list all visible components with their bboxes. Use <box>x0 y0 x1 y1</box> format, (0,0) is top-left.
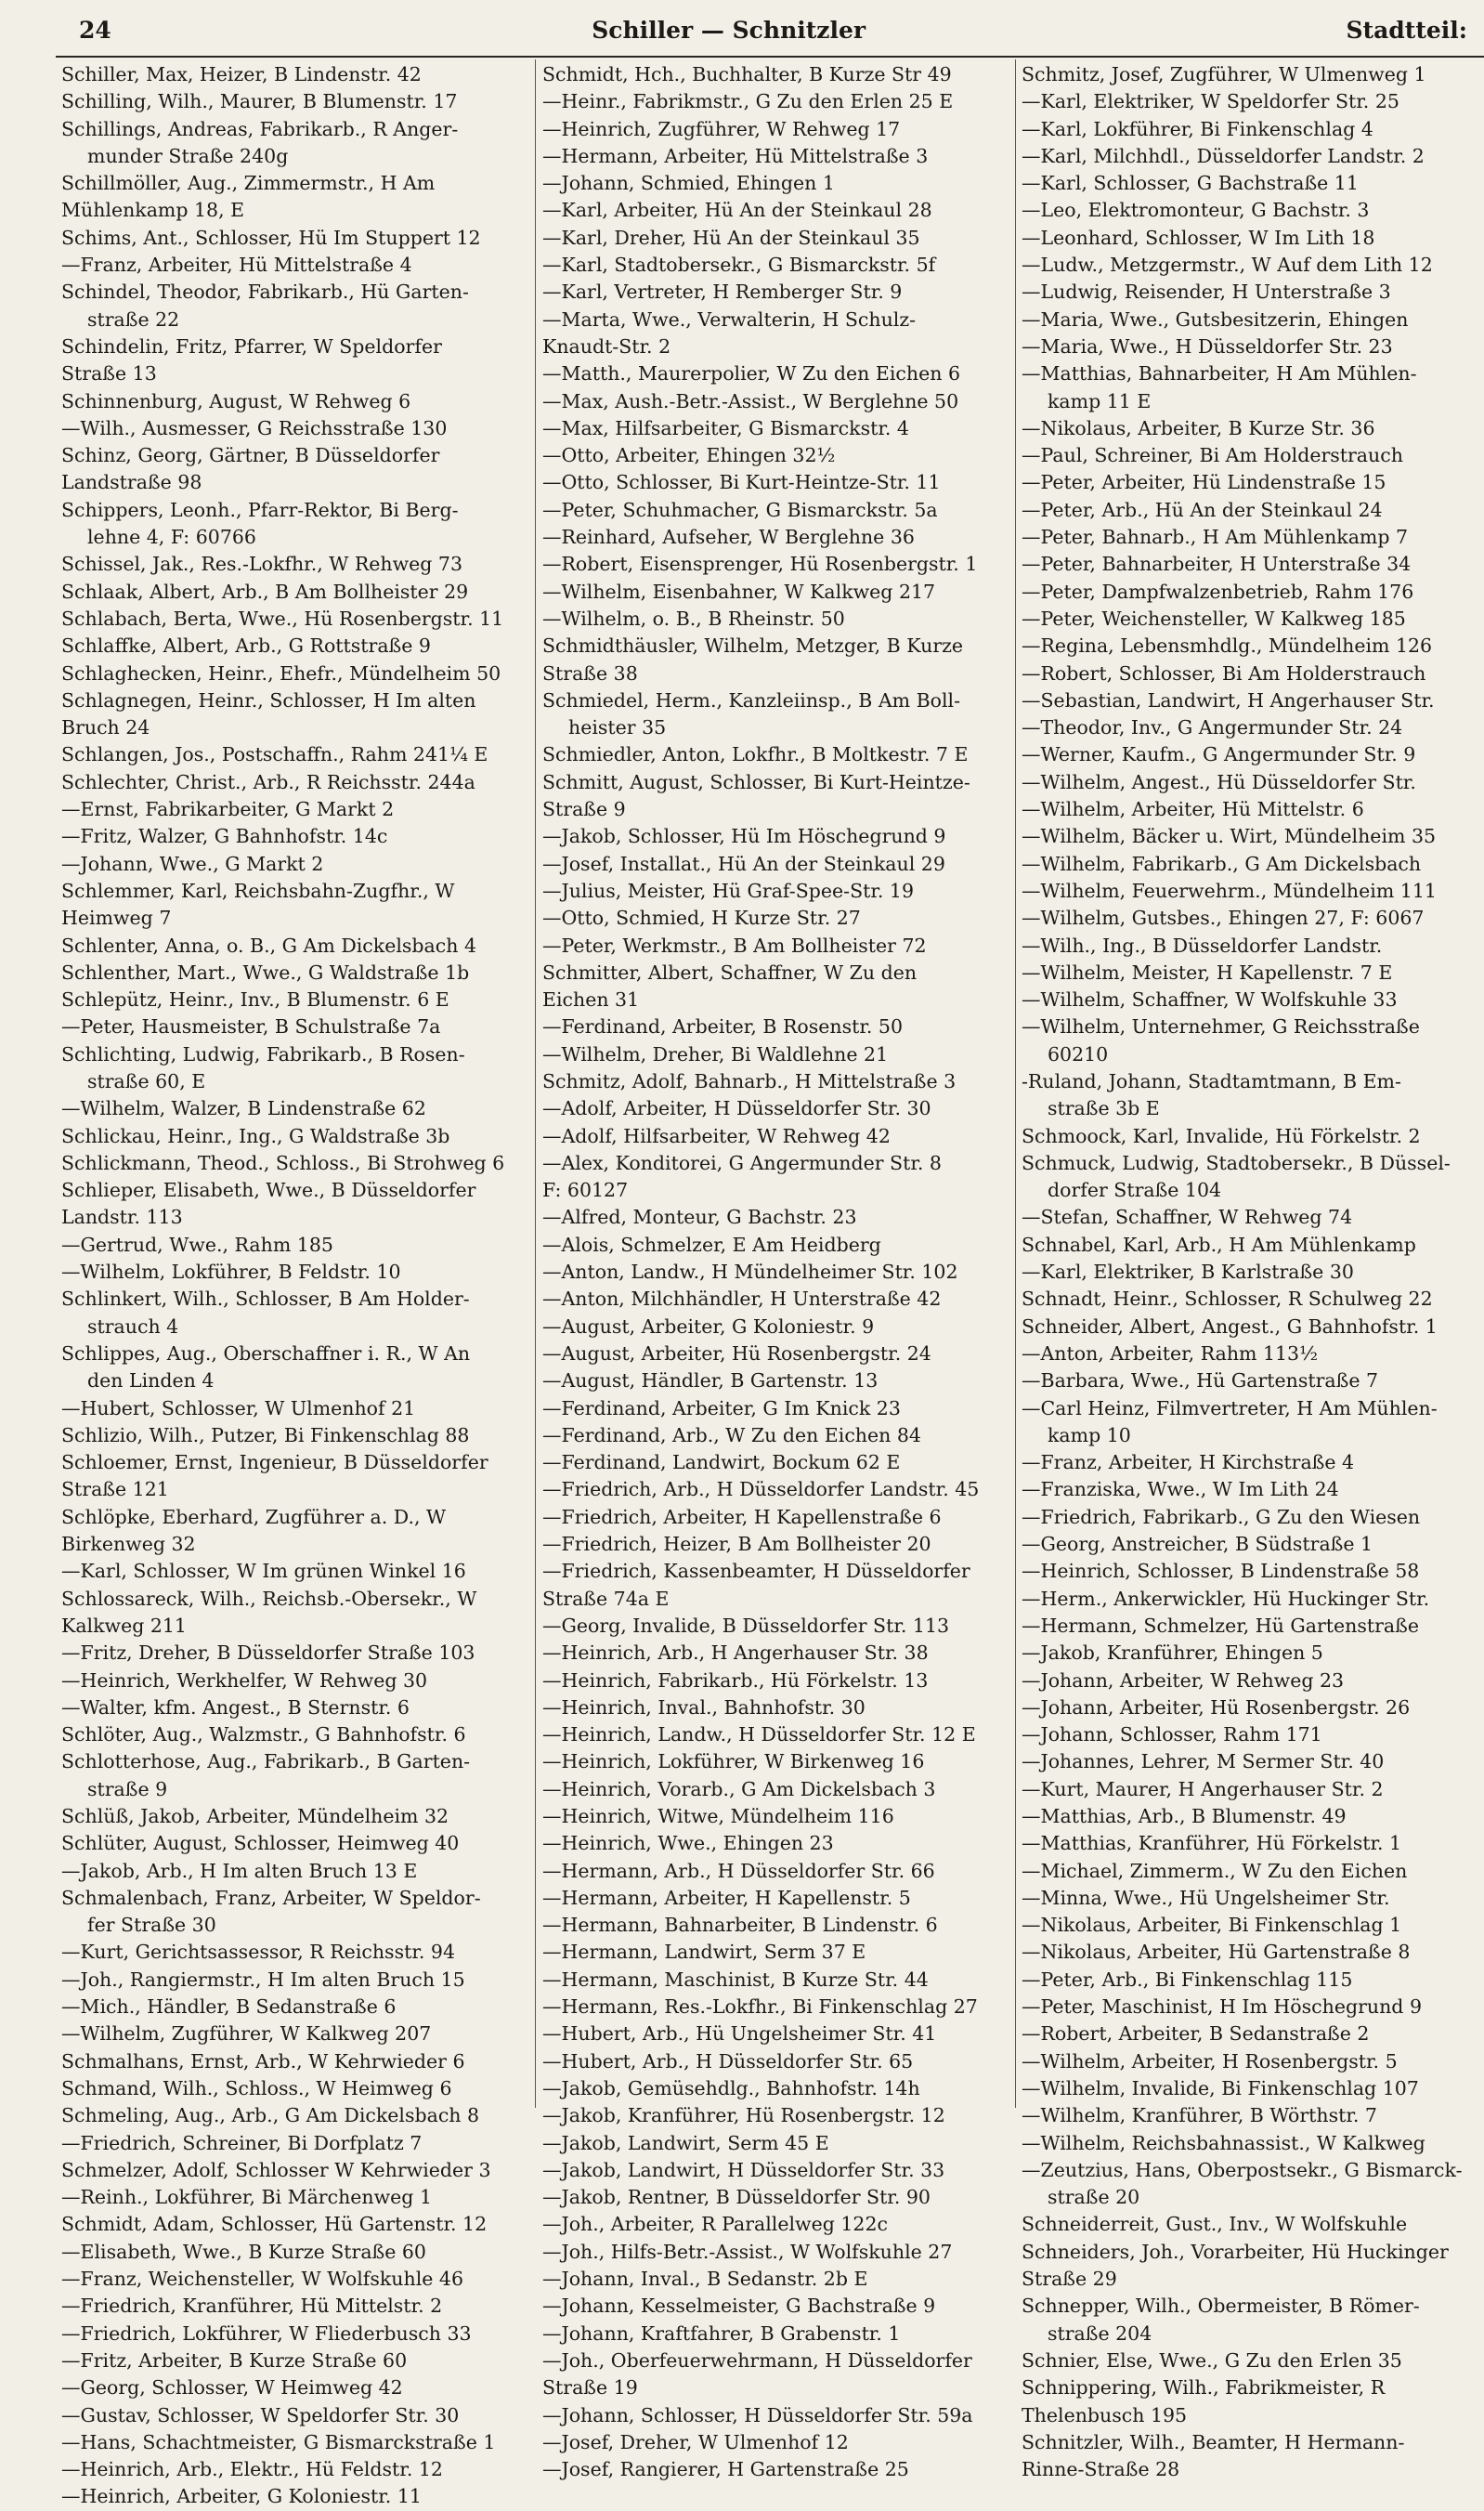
entry-continuation: straße 20 <box>1048 2186 1140 2209</box>
directory-entry: Birkenweg 32 <box>61 1533 196 1556</box>
directory-entry: Schissel, Jak., Res.-Lokfhr., W Rehweg 73 <box>61 553 463 576</box>
entry-continuation: straße 9 <box>87 1777 168 1800</box>
entry-continuation: straße 60, E <box>87 1069 206 1092</box>
directory-entry: Schmand, Wilh., Schloss., W Heimweg 6 <box>61 2076 452 2099</box>
directory-entry: —Joh., Arbeiter, R Parallelweg 122c <box>542 2213 888 2236</box>
directory-entry: —Wilhelm, Zugführer, W Kalkweg 207 <box>61 2022 432 2046</box>
directory-entry: —Wilhelm, Bäcker u. Wirt, Mündelheim 35 <box>1022 825 1437 848</box>
directory-entry: —Hermann, Res.-Lokfhr., Bi Finkenschlag 27 <box>542 1995 978 2019</box>
directory-entry: —Matthias, Arb., B Blumenstr. 49 <box>1022 1805 1347 1827</box>
directory-entry: Schneiderreit, Gust., Inv., W Wolfskuhle <box>1022 2213 1408 2236</box>
directory-entry: Schilling, Wilh., Maurer, B Blumenstr. 17 <box>61 90 458 113</box>
directory-entry: —Wilhelm, Kranführer, B Wörthstr. 7 <box>1022 2104 1377 2127</box>
directory-entry: —Reinh., Lokführer, Bi Märchenweg 1 <box>61 2186 432 2209</box>
directory-entry: —Jakob, Schlosser, Hü Im Höschegrund 9 <box>542 825 946 848</box>
directory-entry: —Hermann, Schmelzer, Hü Gartenstraße <box>1022 1614 1419 1637</box>
directory-entry: Schlaffke, Albert, Arb., G Rottstraße 9 <box>61 634 431 658</box>
directory-entry: —Karl, Vertreter, H Remberger Str. 9 <box>542 281 903 304</box>
directory-entry: —Hermann, Arb., H Düsseldorfer Str. 66 <box>542 1859 935 1882</box>
directory-entry: Straße 13 <box>61 362 157 386</box>
directory-entry: —Johann, Kraftfahrer, B Grabenstr. 1 <box>542 2321 901 2345</box>
directory-entry: —Elisabeth, Wwe., B Kurze Straße 60 <box>61 2240 426 2263</box>
directory-entry: Schlöter, Aug., Walzmstr., G Bahnhofstr. 6 <box>61 1723 466 1746</box>
directory-entry: Schlotterhose, Aug., Fabrikarb., B Garten- <box>61 1750 471 1773</box>
directory-entry: —Johann, Arbeiter, W Rehweg 23 <box>1022 1668 1345 1692</box>
directory-entry: —Wilhelm, Walzer, B Lindenstraße 62 <box>61 1097 426 1120</box>
directory-entry: —Wilhelm, Invalide, Bi Finkenschlag 107 <box>1022 2076 1419 2099</box>
directory-entry: Schnadt, Heinr., Schlosser, R Schulweg 22 <box>1022 1288 1433 1311</box>
directory-entry: —Heinrich, Schlosser, B Lindenstraße 58 <box>1022 1560 1420 1583</box>
directory-entry: —Werner, Kaufm., G Angermunder Str. 9 <box>1022 743 1416 766</box>
directory-entry: —Robert, Eisensprenger, Hü Rosenbergstr. 1 <box>542 553 978 576</box>
directory-entry: Straße 29 <box>1022 2268 1117 2291</box>
directory-entry: —Heinrich, Arbeiter, G Koloniestr. 11 <box>61 2485 422 2508</box>
directory-entry: Schlenter, Anna, o. B., G Am Dickelsbach 4 <box>61 934 477 957</box>
directory-entry: —Wilh., Ausmesser, G Reichsstraße 130 <box>61 416 448 439</box>
directory-entry: —August, Arbeiter, Hü Rosenbergstr. 24 <box>542 1341 931 1365</box>
directory-entry: —Jakob, Rentner, B Düsseldorfer Str. 90 <box>542 2186 931 2209</box>
directory-entry: Schlossareck, Wilh., Reichsb.-Obersekr., W <box>61 1587 477 1610</box>
directory-entry: —Nikolaus, Arbeiter, Hü Gartenstraße 8 <box>1022 1941 1411 1964</box>
entry-continuation: 60210 <box>1048 1042 1109 1066</box>
directory-entry: —Hermann, Arbeiter, Hü Mittelstraße 3 <box>542 144 929 167</box>
directory-entry: —Heinrich, Lokführer, W Birkenweg 16 <box>542 1750 925 1773</box>
directory-entry: —Hermann, Bahnarbeiter, B Lindenstr. 6 <box>542 1914 938 1937</box>
directory-entry: Schmiedler, Anton, Lokfhr., B Moltkestr. 7 E <box>542 743 969 766</box>
directory-entry: Schlieper, Elisabeth, Wwe., B Düsseldorfer <box>61 1179 476 1202</box>
directory-entry: —Heinrich, Landw., H Düsseldorfer Str. 12 E <box>542 1723 976 1746</box>
section-label: Stadtteil: <box>1346 17 1467 44</box>
directory-entry: —Friedrich, Arbeiter, H Kapellenstraße 6 <box>542 1505 942 1528</box>
directory-entry: —Hubert, Schlosser, W Ulmenhof 21 <box>61 1396 416 1419</box>
directory-entry: —Johann, Inval., B Sedanstr. 2b E <box>542 2268 868 2291</box>
directory-entry: Knaudt-Str. 2 <box>542 334 671 358</box>
directory-entry: —Franz, Arbeiter, H Kirchstraße 4 <box>1022 1451 1355 1474</box>
directory-entry: Schmidt, Hch., Buchhalter, B Kurze Str 49 <box>542 63 952 85</box>
directory-entry: —Fritz, Arbeiter, B Kurze Straße 60 <box>61 2348 408 2372</box>
directory-entry: Schmalhans, Ernst, Arb., W Kehrwieder 6 <box>61 2049 465 2073</box>
directory-entry: -Ruland, Johann, Stadtamtmann, B Em- <box>1022 1069 1401 1092</box>
entry-continuation: heister 35 <box>568 716 667 739</box>
directory-entry: Schlepütz, Heinr., Inv., B Blumenstr. 6 E <box>61 988 449 1012</box>
entry-continuation: lehne 4, F: 60766 <box>87 526 256 549</box>
directory-entry: —Wilhelm, Reichsbahnassist., W Kalkweg <box>1022 2131 1425 2154</box>
directory-entry: —Fritz, Walzer, G Bahnhofstr. 14c <box>61 825 388 848</box>
directory-entry: —Zeutzius, Hans, Oberpostsekr., G Bismarck- <box>1022 2158 1463 2181</box>
directory-entry: Schlizio, Wilh., Putzer, Bi Finkenschlag 88 <box>61 1423 470 1446</box>
directory-entry: Kalkweg 211 <box>61 1614 187 1637</box>
directory-entry: —Mich., Händler, B Sedanstraße 6 <box>61 1995 397 2019</box>
directory-entry: —Josef, Dreher, W Ulmenhof 12 <box>542 2430 849 2453</box>
directory-entry: Schlüß, Jakob, Arbeiter, Mündelheim 32 <box>61 1805 449 1827</box>
directory-entry: —Heinrich, Arb., Elektr., Hü Feldstr. 12 <box>61 2458 443 2481</box>
directory-entry: —Ferdinand, Arbeiter, G Im Knick 23 <box>542 1396 901 1419</box>
directory-entry: Schlickau, Heinr., Ing., G Waldstraße 3b <box>61 1124 450 1147</box>
directory-entry: —Jakob, Arb., H Im alten Bruch 13 E <box>61 1859 418 1882</box>
entry-continuation: munder Straße 240g <box>87 144 289 167</box>
directory-entry: —Gertrud, Wwe., Rahm 185 <box>61 1233 333 1256</box>
directory-entry: —Robert, Arbeiter, B Sedanstraße 2 <box>1022 2022 1370 2046</box>
directory-entry: —Hermann, Arbeiter, H Kapellenstr. 5 <box>542 1886 911 1909</box>
directory-entry: —Johannes, Lehrer, M Sermer Str. 40 <box>1022 1750 1385 1773</box>
directory-entry: Schmalenbach, Franz, Arbeiter, W Speldor- <box>61 1886 481 1909</box>
directory-entry: —Heinrich, Werkhelfer, W Rehweg 30 <box>61 1668 428 1692</box>
directory-entry: Schmelzer, Adolf, Schlosser W Kehrwieder 3 <box>61 2158 491 2181</box>
directory-entry: —Ernst, Fabrikarbeiter, G Markt 2 <box>61 798 395 821</box>
directory-entry: Straße 38 <box>542 661 638 685</box>
directory-entry: —Heinrich, Witwe, Mündelheim 116 <box>542 1805 894 1827</box>
directory-entry: Schillmöller, Aug., Zimmermstr., H Am <box>61 172 436 195</box>
directory-entry: —Matth., Maurerpolier, W Zu den Eichen 6 <box>542 362 960 386</box>
directory-entry: Schlechter, Christ., Arb., R Reichsstr. 244a <box>61 770 475 793</box>
directory-entry: —Karl, Dreher, Hü An der Steinkaul 35 <box>542 226 920 249</box>
directory-entry: —Wilhelm, Unternehmer, G Reichsstraße <box>1022 1015 1420 1039</box>
column-2 <box>542 61 1009 2481</box>
directory-entry: —Johann, Arbeiter, Hü Rosenbergstr. 26 <box>1022 1695 1411 1719</box>
directory-entry: Landstr. 113 <box>61 1206 183 1229</box>
directory-entry: —Wilhelm, Gutsbes., Ehingen 27, F: 6067 <box>1022 907 1425 930</box>
directory-entry: —Otto, Schmied, H Kurze Str. 27 <box>542 907 861 930</box>
directory-entry: —Wilhelm, Feuerwehrm., Mündelheim 111 <box>1022 879 1437 902</box>
entry-continuation: dorfer Straße 104 <box>1048 1179 1222 1202</box>
directory-entry: —Friedrich, Heizer, B Am Bollheister 20 <box>542 1533 931 1556</box>
directory-entry: —Peter, Werkmstr., B Am Bollheister 72 <box>542 934 927 957</box>
directory-entry: —Michael, Zimmerm., W Zu den Eichen <box>1022 1859 1408 1882</box>
directory-entry: —Johann, Schlosser, Rahm 171 <box>1022 1723 1322 1746</box>
directory-entry: Schlöpke, Eberhard, Zugführer a. D., W <box>61 1505 447 1528</box>
directory-entry: —Jakob, Gemüsehdlg., Bahnhofstr. 14h <box>542 2076 920 2099</box>
directory-entry: —Friedrich, Kranführer, Hü Mittelstr. 2 <box>61 2295 443 2318</box>
directory-entry: —Hermann, Landwirt, Serm 37 E <box>542 1941 866 1964</box>
directory-entry: —Peter, Schuhmacher, G Bismarckstr. 5a <box>542 498 938 521</box>
directory-entry: F: 60127 <box>542 1179 629 1202</box>
directory-entry: —Theodor, Inv., G Angermunder Str. 24 <box>1022 716 1403 739</box>
column-1 <box>61 61 527 2508</box>
directory-entry: Straße 121 <box>61 1478 169 1501</box>
directory-entry: Schnier, Else, Wwe., G Zu den Erlen 35 <box>1022 2348 1402 2372</box>
directory-entry: Straße 9 <box>542 798 626 821</box>
directory-entry: Schmitz, Adolf, Bahnarb., H Mittelstraße 3 <box>542 1069 957 1092</box>
directory-entry: Schlenther, Mart., Wwe., G Waldstraße 1b <box>61 961 470 984</box>
directory-entry: —Joh., Rangiermstr., H Im alten Bruch 15 <box>61 1968 465 1991</box>
directory-entry: —Johann, Wwe., G Markt 2 <box>61 852 324 875</box>
directory-entry: —Heinrich, Zugführer, W Rehweg 17 <box>542 117 901 140</box>
directory-entry: —Anton, Arbeiter, Rahm 113½ <box>1022 1341 1318 1365</box>
directory-entry: —Anton, Landw., H Mündelheimer Str. 102 <box>542 1261 958 1284</box>
directory-entry: —Karl, Elektriker, B Karlstraße 30 <box>1022 1261 1354 1284</box>
directory-entry: —Wilhelm, Arbeiter, H Rosenbergstr. 5 <box>1022 2049 1398 2073</box>
entry-continuation: fer Straße 30 <box>87 1914 216 1937</box>
directory-entry: —Hermann, Maschinist, B Kurze Str. 44 <box>542 1968 929 1991</box>
directory-entry: —Nikolaus, Arbeiter, Bi Finkenschlag 1 <box>1022 1914 1402 1937</box>
directory-entry: —Karl, Schlosser, W Im grünen Winkel 16 <box>61 1560 466 1583</box>
directory-entry: —Leo, Elektromonteur, G Bachstr. 3 <box>1022 199 1370 222</box>
directory-entry: —Franz, Weichensteller, W Wolfskuhle 46 <box>61 2268 463 2291</box>
directory-entry: —Johann, Kesselmeister, G Bachstraße 9 <box>542 2295 936 2318</box>
directory-entry: —Karl, Schlosser, G Bachstraße 11 <box>1022 172 1359 195</box>
directory-entry: Mühlenkamp 18, E <box>61 199 245 222</box>
directory-entry: —Maria, Wwe., Gutsbesitzerin, Ehingen <box>1022 307 1409 331</box>
directory-entry: —Max, Aush.-Betr.-Assist., W Berglehne 50 <box>542 389 959 412</box>
directory-entry: Schmidt, Adam, Schlosser, Hü Gartenstr. 12 <box>61 2213 488 2236</box>
directory-entry: —Jakob, Landwirt, Serm 45 E <box>542 2131 829 2154</box>
directory-entry: —Joh., Oberfeuerwehrmann, H Düsseldorfer <box>542 2348 972 2372</box>
directory-entry: —Otto, Schlosser, Bi Kurt-Heintze-Str. 11 <box>542 471 941 494</box>
directory-entry: —Karl, Milchhdl., Düsseldorfer Landstr. 2 <box>1022 144 1425 167</box>
directory-entry: —Alex, Konditorei, G Angermunder Str. 8 <box>542 1151 942 1174</box>
directory-entry: —Franz, Arbeiter, Hü Mittelstraße 4 <box>61 254 412 277</box>
directory-entry: —Gustav, Schlosser, W Speldorfer Str. 30 <box>61 2403 460 2426</box>
directory-entry: —Jakob, Kranführer, Hü Rosenbergstr. 12 <box>542 2104 945 2127</box>
directory-entry: —Friedrich, Arb., H Düsseldorfer Landstr. 45 <box>542 1478 980 1501</box>
directory-entry: Schlabach, Berta, Wwe., Hü Rosenbergstr. 11 <box>61 607 504 630</box>
directory-entry: —Sebastian, Landwirt, H Angerhauser Str. <box>1022 688 1435 712</box>
entry-continuation: kamp 11 E <box>1048 389 1152 412</box>
directory-entry: —Adolf, Hilfsarbeiter, W Rehweg 42 <box>542 1124 891 1147</box>
directory-entry: Schindel, Theodor, Fabrikarb., Hü Garten- <box>61 281 469 304</box>
directory-entry: —Maria, Wwe., H Düsseldorfer Str. 23 <box>1022 334 1393 358</box>
directory-entry: Schindelin, Fritz, Pfarrer, W Speldorfer <box>61 334 442 358</box>
directory-entry: —Max, Hilfsarbeiter, G Bismarckstr. 4 <box>542 416 909 439</box>
directory-entry: Schlippes, Aug., Oberschaffner i. R., W An <box>61 1341 471 1365</box>
directory-entry: —August, Händler, B Gartenstr. 13 <box>542 1369 879 1393</box>
column-divider <box>535 59 536 2108</box>
directory-entry: Schnabel, Karl, Arb., H Am Mühlenkamp <box>1022 1233 1416 1256</box>
directory-entry: —Marta, Wwe., Verwalterin, H Schulz- <box>542 307 917 331</box>
directory-entry: —Paul, Schreiner, Bi Am Holderstrauch <box>1022 444 1403 467</box>
directory-entry: —Hubert, Arb., H Düsseldorfer Str. 65 <box>542 2049 914 2073</box>
directory-entry: Schneider, Albert, Angest., G Bahnhofstr. 1 <box>1022 1314 1438 1338</box>
directory-entry: —Friedrich, Lokführer, W Fliederbusch 33 <box>61 2321 472 2345</box>
directory-entry: —Peter, Bahnarb., H Am Mühlenkamp 7 <box>1022 526 1409 549</box>
directory-entry: Schillings, Andreas, Fabrikarb., R Anger- <box>61 117 459 140</box>
directory-entry: —Ferdinand, Arb., W Zu den Eichen 84 <box>542 1423 921 1446</box>
directory-entry: —Peter, Arbeiter, Hü Lindenstraße 15 <box>1022 471 1386 494</box>
directory-entry: —Heinr., Fabrikmstr., G Zu den Erlen 25 E <box>542 90 954 113</box>
directory-entry: Schlickmann, Theod., Schloss., Bi Strohweg 6 <box>61 1151 505 1174</box>
directory-entry: Thelenbusch 195 <box>1022 2403 1188 2426</box>
page-header <box>79 17 1467 54</box>
directory-entry: —Karl, Stadtobersekr., G Bismarckstr. 5f <box>542 254 936 277</box>
entry-continuation: strauch 4 <box>87 1314 179 1338</box>
directory-entry: —Ludw., Metzgermstr., W Auf dem Lith 12 <box>1022 254 1433 277</box>
directory-entry: —Regina, Lebensmhdlg., Mündelheim 126 <box>1022 634 1433 658</box>
column-3 <box>1022 61 1484 2481</box>
directory-entry: Bruch 24 <box>61 716 150 739</box>
directory-entry: Schneiders, Joh., Vorarbeiter, Hü Huckinger <box>1022 2240 1449 2263</box>
directory-entry: Schnippering, Wilh., Fabrikmeister, R <box>1022 2376 1386 2400</box>
directory-entry: —Barbara, Wwe., Hü Gartenstraße 7 <box>1022 1369 1379 1393</box>
column-divider <box>1015 59 1016 2108</box>
directory-entry: Schlaak, Albert, Arb., B Am Bollheister 29 <box>61 580 469 603</box>
directory-entry: Schmidthäusler, Wilhelm, Metzger, B Kurze <box>542 634 964 658</box>
directory-entry: —Wilhelm, Schaffner, W Wolfskuhle 33 <box>1022 988 1398 1012</box>
directory-entry: —Hubert, Arb., Hü Ungelsheimer Str. 41 <box>542 2022 937 2046</box>
directory-entry: Schmitz, Josef, Zugführer, W Ulmenweg 1 <box>1022 63 1426 85</box>
directory-entry: Schiller, Max, Heizer, B Lindenstr. 42 <box>61 63 422 85</box>
directory-entry: —Heinrich, Fabrikarb., Hü Förkelstr. 13 <box>542 1668 929 1692</box>
directory-entry: —Matthias, Bahnarbeiter, H Am Mühlen- <box>1022 362 1417 386</box>
directory-entry: —Wilhelm, Fabrikarb., G Am Dickelsbach <box>1022 852 1422 875</box>
directory-entry: —Georg, Invalide, B Düsseldorfer Str. 113 <box>542 1614 950 1637</box>
directory-entry: —Friedrich, Kassenbeamter, H Düsseldorfer <box>542 1560 970 1583</box>
directory-entry: Schims, Ant., Schlosser, Hü Im Stuppert 12 <box>61 226 481 249</box>
directory-entry: —Anton, Milchhändler, H Unterstraße 42 <box>542 1288 942 1311</box>
directory-entry: —Peter, Bahnarbeiter, H Unterstraße 34 <box>1022 553 1412 576</box>
directory-entry: Schmuck, Ludwig, Stadtobersekr., B Düssel- <box>1022 1151 1451 1174</box>
directory-entry: —Jakob, Landwirt, H Düsseldorfer Str. 33 <box>542 2158 945 2181</box>
directory-entry: Schloemer, Ernst, Ingenieur, B Düsseldorfer <box>61 1451 488 1474</box>
directory-entry: —Minna, Wwe., Hü Ungelsheimer Str. <box>1022 1886 1390 1909</box>
directory-entry: Schlagnegen, Heinr., Schlosser, H Im alten <box>61 688 476 712</box>
directory-entry: Schmiedel, Herm., Kanzleiinsp., B Am Boll- <box>542 688 961 712</box>
directory-entry: —Franziska, Wwe., W Im Lith 24 <box>1022 1478 1339 1501</box>
directory-entry: —Wilhelm, Dreher, Bi Waldlehne 21 <box>542 1042 889 1066</box>
entry-continuation: kamp 10 <box>1048 1423 1131 1446</box>
directory-entry: Schlemmer, Karl, Reichsbahn-Zugfhr., W <box>61 879 455 902</box>
directory-entry: —Alois, Schmelzer, E Am Heidberg <box>542 1233 881 1256</box>
directory-entry: —Wilhelm, Meister, H Kapellenstr. 7 E <box>1022 961 1393 984</box>
entry-continuation: straße 3b E <box>1048 1097 1160 1120</box>
directory-entry: —Heinrich, Vorarb., G Am Dickelsbach 3 <box>542 1777 936 1800</box>
directory-entry: —Wilhelm, Angest., Hü Düsseldorfer Str. <box>1022 770 1416 793</box>
entry-continuation: den Linden 4 <box>87 1369 215 1393</box>
directory-entry: Straße 74a E <box>542 1587 670 1610</box>
directory-entry: Schmoock, Karl, Invalide, Hü Förkelstr. 2 <box>1022 1124 1421 1147</box>
directory-entry: Eichen 31 <box>542 988 640 1012</box>
directory-entry: —Kurt, Gerichtsassessor, R Reichsstr. 94 <box>61 1941 456 1964</box>
directory-entry: Rinne-Straße 28 <box>1022 2458 1180 2481</box>
directory-entry: —Peter, Hausmeister, B Schulstraße 7a <box>61 1015 441 1039</box>
directory-entry: —Karl, Arbeiter, Hü An der Steinkaul 28 <box>542 199 932 222</box>
directory-entry: Schlangen, Jos., Postschaffn., Rahm 241¼ E <box>61 743 488 766</box>
directory-entry: —Wilhelm, o. B., B Rheinstr. 50 <box>542 607 845 630</box>
directory-entry: —Karl, Lokführer, Bi Finkenschlag 4 <box>1022 117 1373 140</box>
directory-entry: —Josef, Rangierer, H Gartenstraße 25 <box>542 2458 909 2481</box>
directory-entry: —Peter, Arb., Bi Finkenschlag 115 <box>1022 1968 1353 1991</box>
directory-entry: Heimweg 7 <box>61 907 172 930</box>
directory-entry: Schlichting, Ludwig, Fabrikarb., B Rosen- <box>61 1042 465 1066</box>
directory-entry: —Ludwig, Reisender, H Unterstraße 3 <box>1022 281 1391 304</box>
directory-entry: —Matthias, Kranführer, Hü Förkelstr. 1 <box>1022 1832 1402 1855</box>
directory-entry: —August, Arbeiter, G Koloniestr. 9 <box>542 1314 875 1338</box>
directory-entry: Schippers, Leonh., Pfarr-Rektor, Bi Berg- <box>61 498 459 521</box>
directory-entry: —Johann, Schmied, Ehingen 1 <box>542 172 835 195</box>
header-divider <box>56 56 1484 58</box>
directory-entry: —Adolf, Arbeiter, H Düsseldorfer Str. 30 <box>542 1097 931 1120</box>
directory-entry: —Jakob, Kranführer, Ehingen 5 <box>1022 1641 1323 1665</box>
directory-entry: —Fritz, Dreher, B Düsseldorfer Straße 103 <box>61 1641 475 1665</box>
directory-entry: —Reinhard, Aufseher, W Berglehne 36 <box>542 526 915 549</box>
directory-entry: —Robert, Schlosser, Bi Am Holderstrauch <box>1022 661 1426 685</box>
directory-entry: —Walter, kfm. Angest., B Sternstr. 6 <box>61 1695 410 1719</box>
entry-continuation: straße 22 <box>87 307 180 331</box>
directory-entry: Schmitter, Albert, Schaffner, W Zu den <box>542 961 918 984</box>
directory-entry: —Friedrich, Fabrikarb., G Zu den Wiesen <box>1022 1505 1421 1528</box>
directory-entry: Schnepper, Wilh., Obermeister, B Römer- <box>1022 2295 1420 2318</box>
directory-entry: —Peter, Dampfwalzenbetrieb, Rahm 176 <box>1022 580 1414 603</box>
directory-entry: Straße 19 <box>542 2376 638 2400</box>
directory-entry: —Josef, Installat., Hü An der Steinkaul 29 <box>542 852 945 875</box>
page-title: Schiller — Schnitzler <box>592 17 866 44</box>
directory-entry: Schinnenburg, August, W Rehweg 6 <box>61 389 411 412</box>
directory-entry: —Julius, Meister, Hü Graf-Spee-Str. 19 <box>542 879 915 902</box>
directory-entry: —Joh., Hilfs-Betr.-Assist., W Wolfskuhle 27 <box>542 2240 953 2263</box>
directory-entry: Schmitt, August, Schlosser, Bi Kurt-Heintze- <box>542 770 970 793</box>
directory-entry: —Peter, Maschinist, H Im Höschegrund 9 <box>1022 1995 1422 2019</box>
entry-continuation: straße 204 <box>1048 2321 1152 2345</box>
directory-entry: —Heinrich, Wwe., Ehingen 23 <box>542 1832 834 1855</box>
directory-entry: —Carl Heinz, Filmvertreter, H Am Mühlen- <box>1022 1396 1438 1419</box>
directory-entry: —Friedrich, Schreiner, Bi Dorfplatz 7 <box>61 2131 423 2154</box>
directory-entry: —Georg, Schlosser, W Heimweg 42 <box>61 2376 403 2400</box>
directory-entry: Schinz, Georg, Gärtner, B Düsseldorfer <box>61 444 440 467</box>
directory-entry: —Karl, Elektriker, W Speldorfer Str. 25 <box>1022 90 1399 113</box>
directory-entry: —Leonhard, Schlosser, W Im Lith 18 <box>1022 226 1375 249</box>
directory-entry: —Peter, Arb., Hü An der Steinkaul 24 <box>1022 498 1383 521</box>
directory-entry: Schmeling, Aug., Arb., G Am Dickelsbach 8 <box>61 2104 480 2127</box>
directory-entry: —Herm., Ankerwickler, Hü Huckinger Str. <box>1022 1587 1430 1610</box>
directory-entry: Schlinkert, Wilh., Schlosser, B Am Holder- <box>61 1288 470 1311</box>
directory-entry: —Nikolaus, Arbeiter, B Kurze Str. 36 <box>1022 416 1375 439</box>
directory-entry: —Wilhelm, Eisenbahner, W Kalkweg 217 <box>542 580 936 603</box>
directory-entry: —Kurt, Maurer, H Angerhauser Str. 2 <box>1022 1777 1384 1800</box>
directory-entry: Landstraße 98 <box>61 471 202 494</box>
directory-entry: —Ferdinand, Arbeiter, B Rosenstr. 50 <box>542 1015 903 1039</box>
page-number: 24 <box>79 17 111 44</box>
directory-entry: —Otto, Arbeiter, Ehingen 32½ <box>542 444 836 467</box>
directory-entry: —Heinrich, Inval., Bahnhofstr. 30 <box>542 1695 866 1719</box>
directory-entry: —Heinrich, Arb., H Angerhauser Str. 38 <box>542 1641 929 1665</box>
directory-entry: —Ferdinand, Landwirt, Bockum 62 E <box>542 1451 901 1474</box>
directory-entry: Schlaghecken, Heinr., Ehefr., Mündelheim 50 <box>61 661 501 685</box>
directory-entry: —Wilhelm, Lokführer, B Feldstr. 10 <box>61 1261 401 1284</box>
directory-entry: —Peter, Weichensteller, W Kalkweg 185 <box>1022 607 1406 630</box>
directory-entry: —Hans, Schachtmeister, G Bismarckstraße 1 <box>61 2430 496 2453</box>
directory-entry: —Stefan, Schaffner, W Rehweg 74 <box>1022 1206 1353 1229</box>
directory-entry: —Johann, Schlosser, H Düsseldorfer Str. 59a <box>542 2403 973 2426</box>
directory-entry: Schlüter, August, Schlosser, Heimweg 40 <box>61 1832 460 1855</box>
directory-entry: Schnitzler, Wilh., Beamter, H Hermann- <box>1022 2430 1405 2453</box>
directory-entry: —Georg, Anstreicher, B Südstraße 1 <box>1022 1533 1373 1556</box>
directory-entry: —Wilh., Ing., B Düsseldorfer Landstr. <box>1022 934 1383 957</box>
directory-entry: —Alfred, Monteur, G Bachstr. 23 <box>542 1206 857 1229</box>
directory-entry: —Wilhelm, Arbeiter, Hü Mittelstr. 6 <box>1022 798 1364 821</box>
